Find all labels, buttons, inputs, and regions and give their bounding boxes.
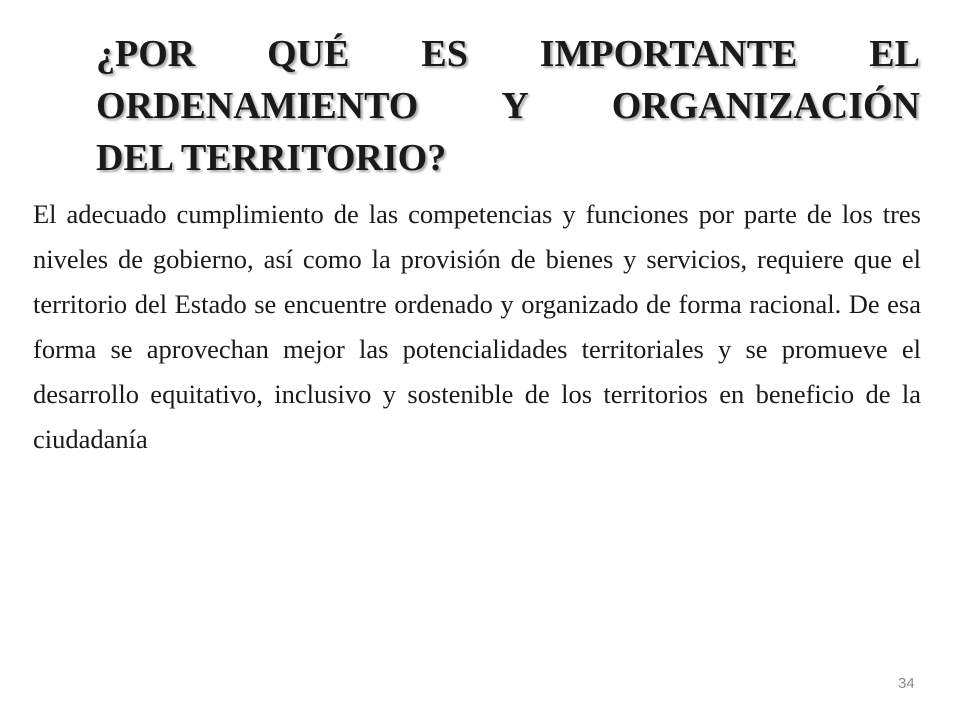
slide-title [96,28,920,184]
slide-title-line-2: ORDENAMIENTO Y ORGANIZACIÓN [96,85,920,127]
slide-title-line-3: DEL TERRITORIO? [96,137,447,179]
page-number: 34 [898,675,915,692]
body-paragraph: El adecuado cumplimiento de las competencias y funciones por parte de los tres niveles de gobierno, así como la provisión de bienes y servicios, requiere que el territorio del Estado se encuentre ordenado y organizado de forma racional. De esa forma se aprovechan mejor las potencialidades territoriales y se promueve el desarrollo equitativo, inclusivo y sostenible de los territorios en beneficio de la ciudadanía [33,199,921,454]
slide-title-line-1: ¿POR QUÉ ES IMPORTANTE EL [96,33,920,75]
